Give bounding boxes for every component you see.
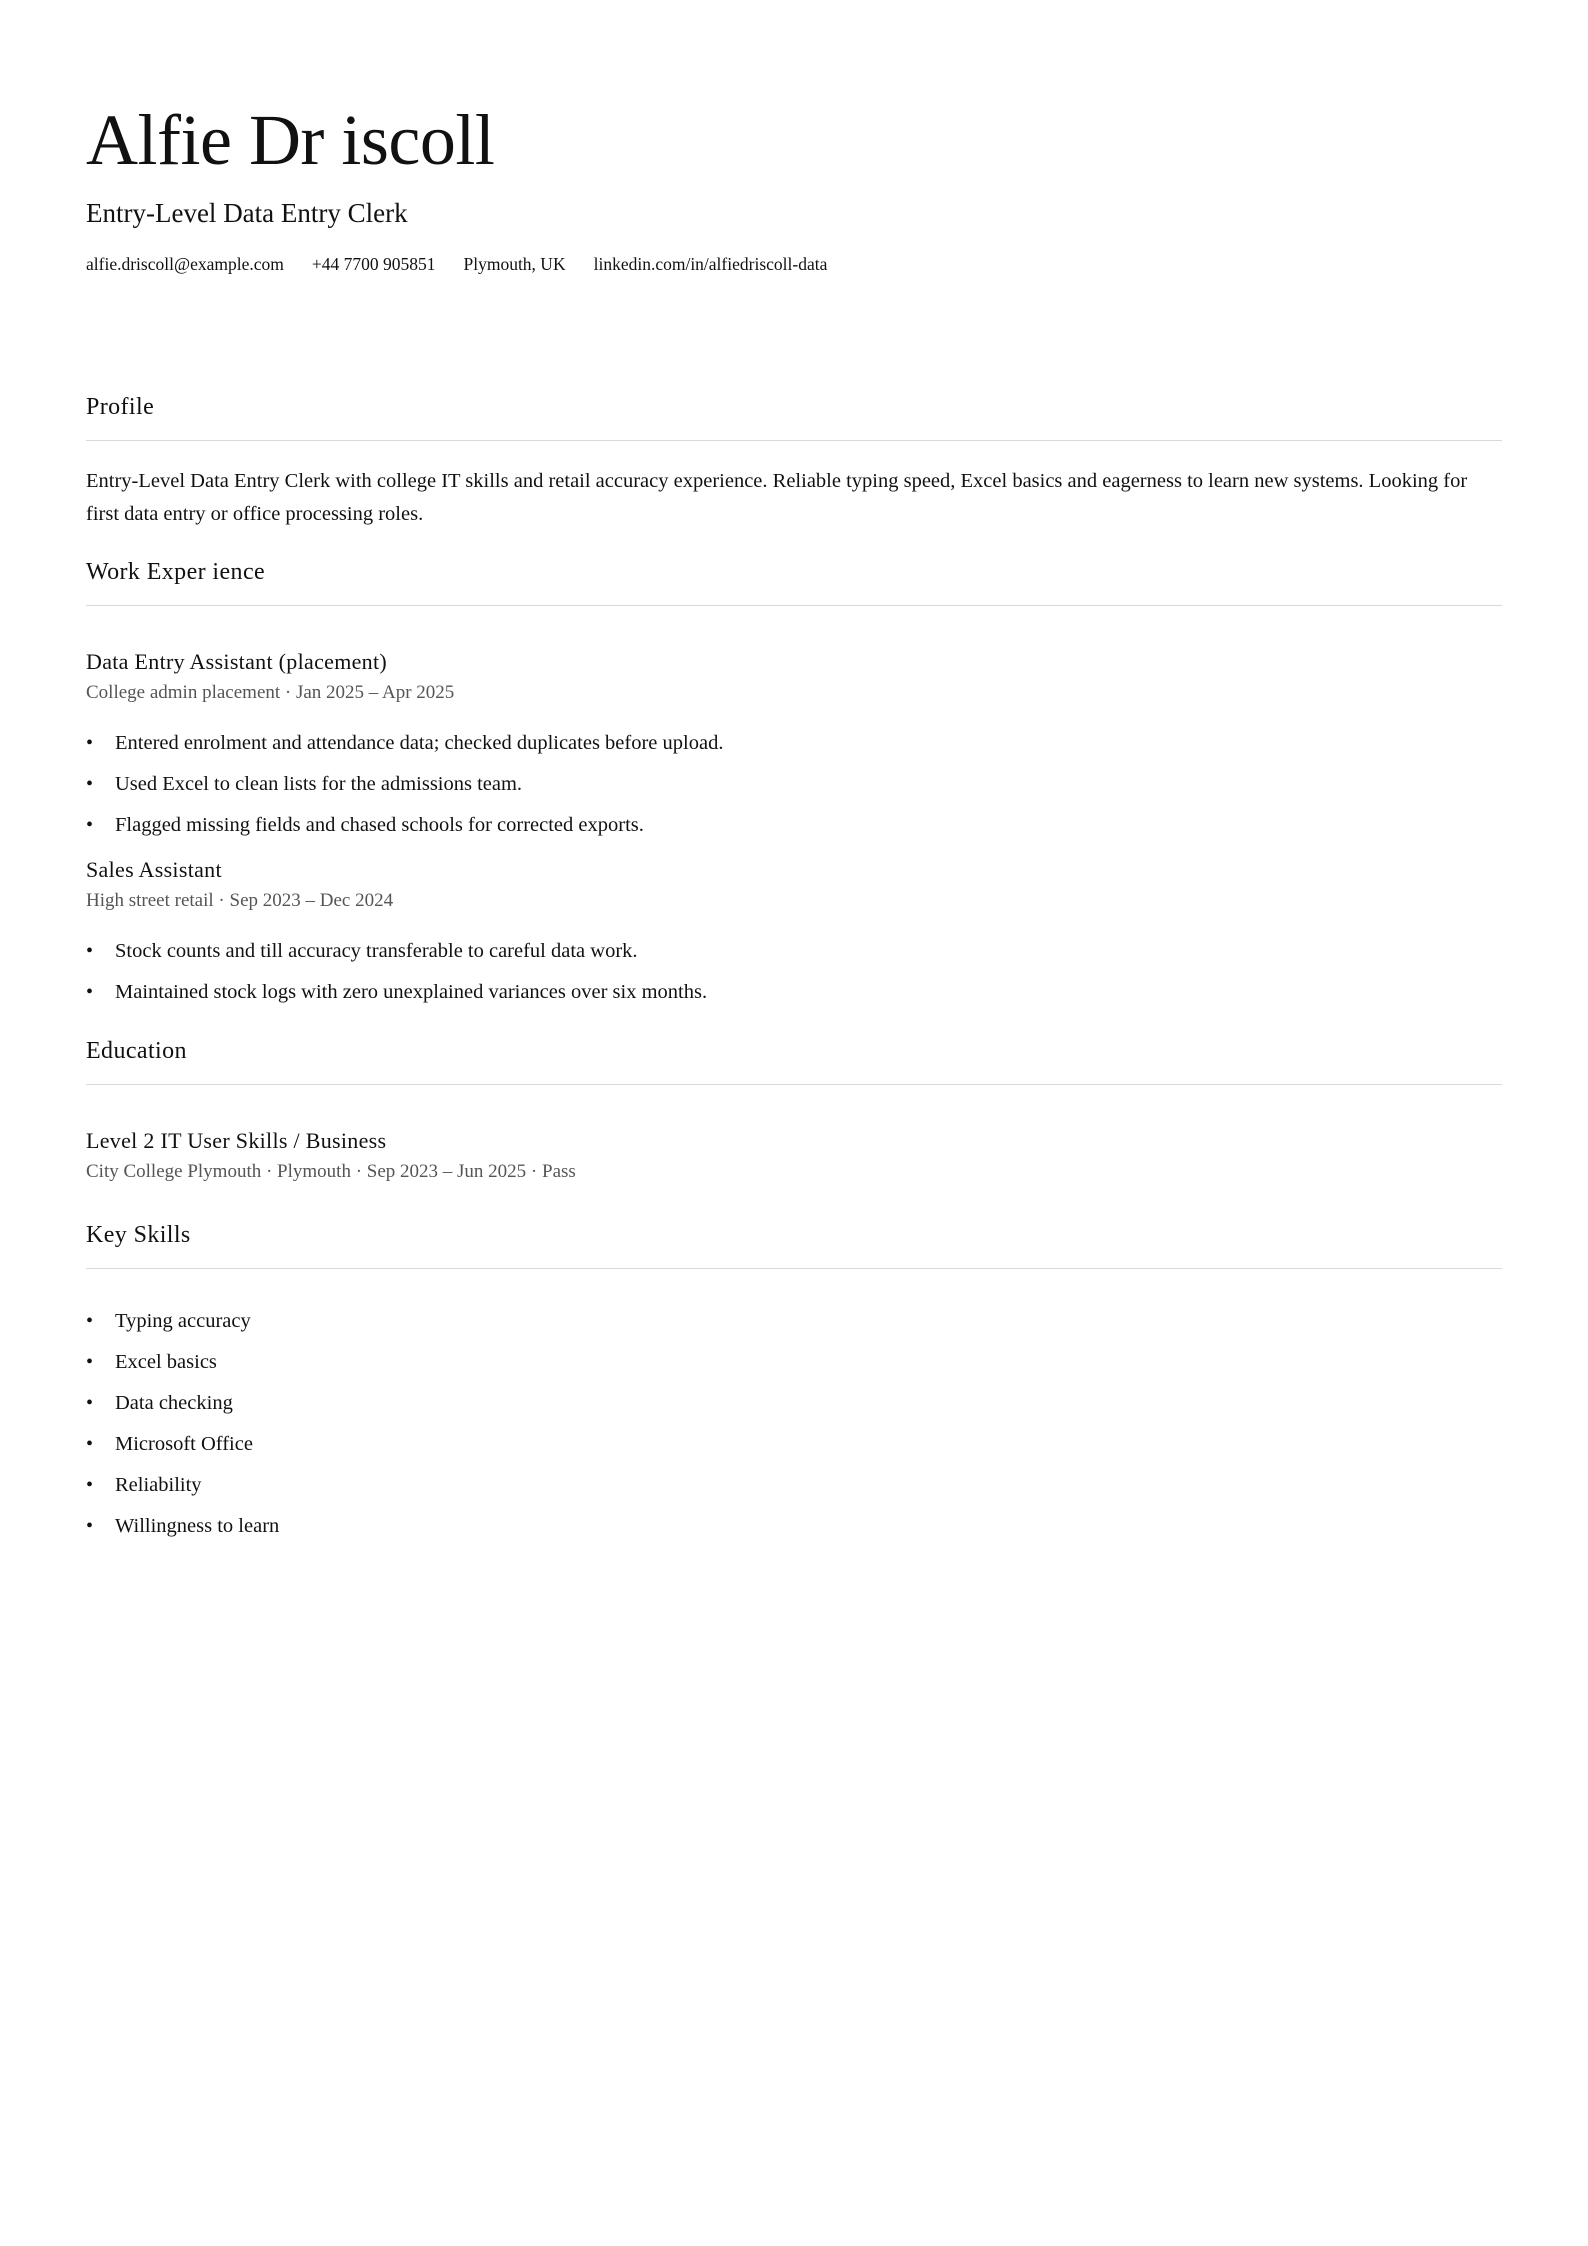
bullet-icon: •	[86, 1474, 94, 1496]
bullet-icon: •	[86, 1351, 94, 1373]
section-title-profile: Profile	[86, 392, 1502, 441]
contact-phone: +44 7700 905851	[311, 254, 436, 274]
bullet-icon: •	[86, 940, 94, 962]
job-entry	[86, 648, 1502, 846]
bullet-icon: •	[86, 814, 94, 836]
candidate-name: Alfie Dr iscoll	[86, 100, 495, 180]
job-meta: College admin placement · Jan 2025 – Apr 2025	[86, 682, 455, 703]
profile-section	[86, 392, 1502, 531]
list-item: • Typing accuracy	[86, 1301, 1502, 1342]
bullet-icon: •	[86, 1515, 94, 1537]
contact-location: Plymouth, UK	[463, 254, 566, 274]
section-title-education: Education	[86, 1036, 1502, 1085]
list-item: • Data checking	[86, 1383, 1502, 1424]
contact-linkedin: linkedin.com/in/alfiedriscoll-data	[593, 254, 828, 274]
list-item: • Flagged missing fields and chased schools for corrected exports.	[86, 805, 1502, 846]
job-title: Data Entry Assistant (placement)	[86, 649, 388, 674]
list-item: • Stock counts and till accuracy transferable to careful data work.	[86, 931, 1502, 972]
education-title: Level 2 IT User Skills / Business	[86, 1128, 387, 1153]
section-title-work-experience: Work Exper ience	[86, 557, 1502, 606]
key-skills-section	[86, 1220, 1502, 1547]
job-bullets	[86, 931, 1502, 1013]
section-title-key-skills: Key Skills	[86, 1220, 1502, 1269]
profile-summary: Entry-Level Data Entry Clerk with college IT skills and retail accuracy experience. Reliable typing speed, Excel basics and eagerness to learn new systems. Looking for first data entry or office processing roles.	[86, 470, 1468, 525]
list-item: • Microsoft Office	[86, 1424, 1502, 1465]
bullet-icon: •	[86, 1392, 94, 1414]
skills-list	[86, 1301, 1502, 1547]
job-meta: High street retail · Sep 2023 – Dec 2024	[86, 890, 394, 911]
job-title: Sales Assistant	[86, 857, 222, 882]
contact-line	[86, 252, 1502, 276]
education-entry	[86, 1127, 1502, 1184]
list-item: • Willingness to learn	[86, 1506, 1502, 1547]
education-section	[86, 1036, 1502, 1184]
bullet-icon: •	[86, 1433, 94, 1455]
list-item: • Reliability	[86, 1465, 1502, 1506]
bullet-icon: •	[86, 1310, 94, 1332]
education-meta: City College Plymouth · Plymouth · Sep 2023 – Jun 2025 · Pass	[86, 1161, 576, 1182]
list-item: • Used Excel to clean lists for the admissions team.	[86, 764, 1502, 805]
list-item: • Entered enrolment and attendance data; checked duplicates before upload.	[86, 723, 1502, 764]
work-experience-section	[86, 557, 1502, 1013]
list-item: • Excel basics	[86, 1342, 1502, 1383]
bullet-icon: •	[86, 732, 94, 754]
candidate-headline: Entry-Level Data Entry Clerk	[86, 198, 408, 228]
bullet-icon: •	[86, 981, 94, 1003]
resume-header	[86, 0, 1502, 276]
list-item: • Maintained stock logs with zero unexplained variances over six months.	[86, 972, 1502, 1013]
job-bullets	[86, 723, 1502, 846]
bullet-icon: •	[86, 773, 94, 795]
contact-email: alfie.driscoll@example.com	[86, 254, 284, 274]
job-entry	[86, 856, 1502, 1013]
